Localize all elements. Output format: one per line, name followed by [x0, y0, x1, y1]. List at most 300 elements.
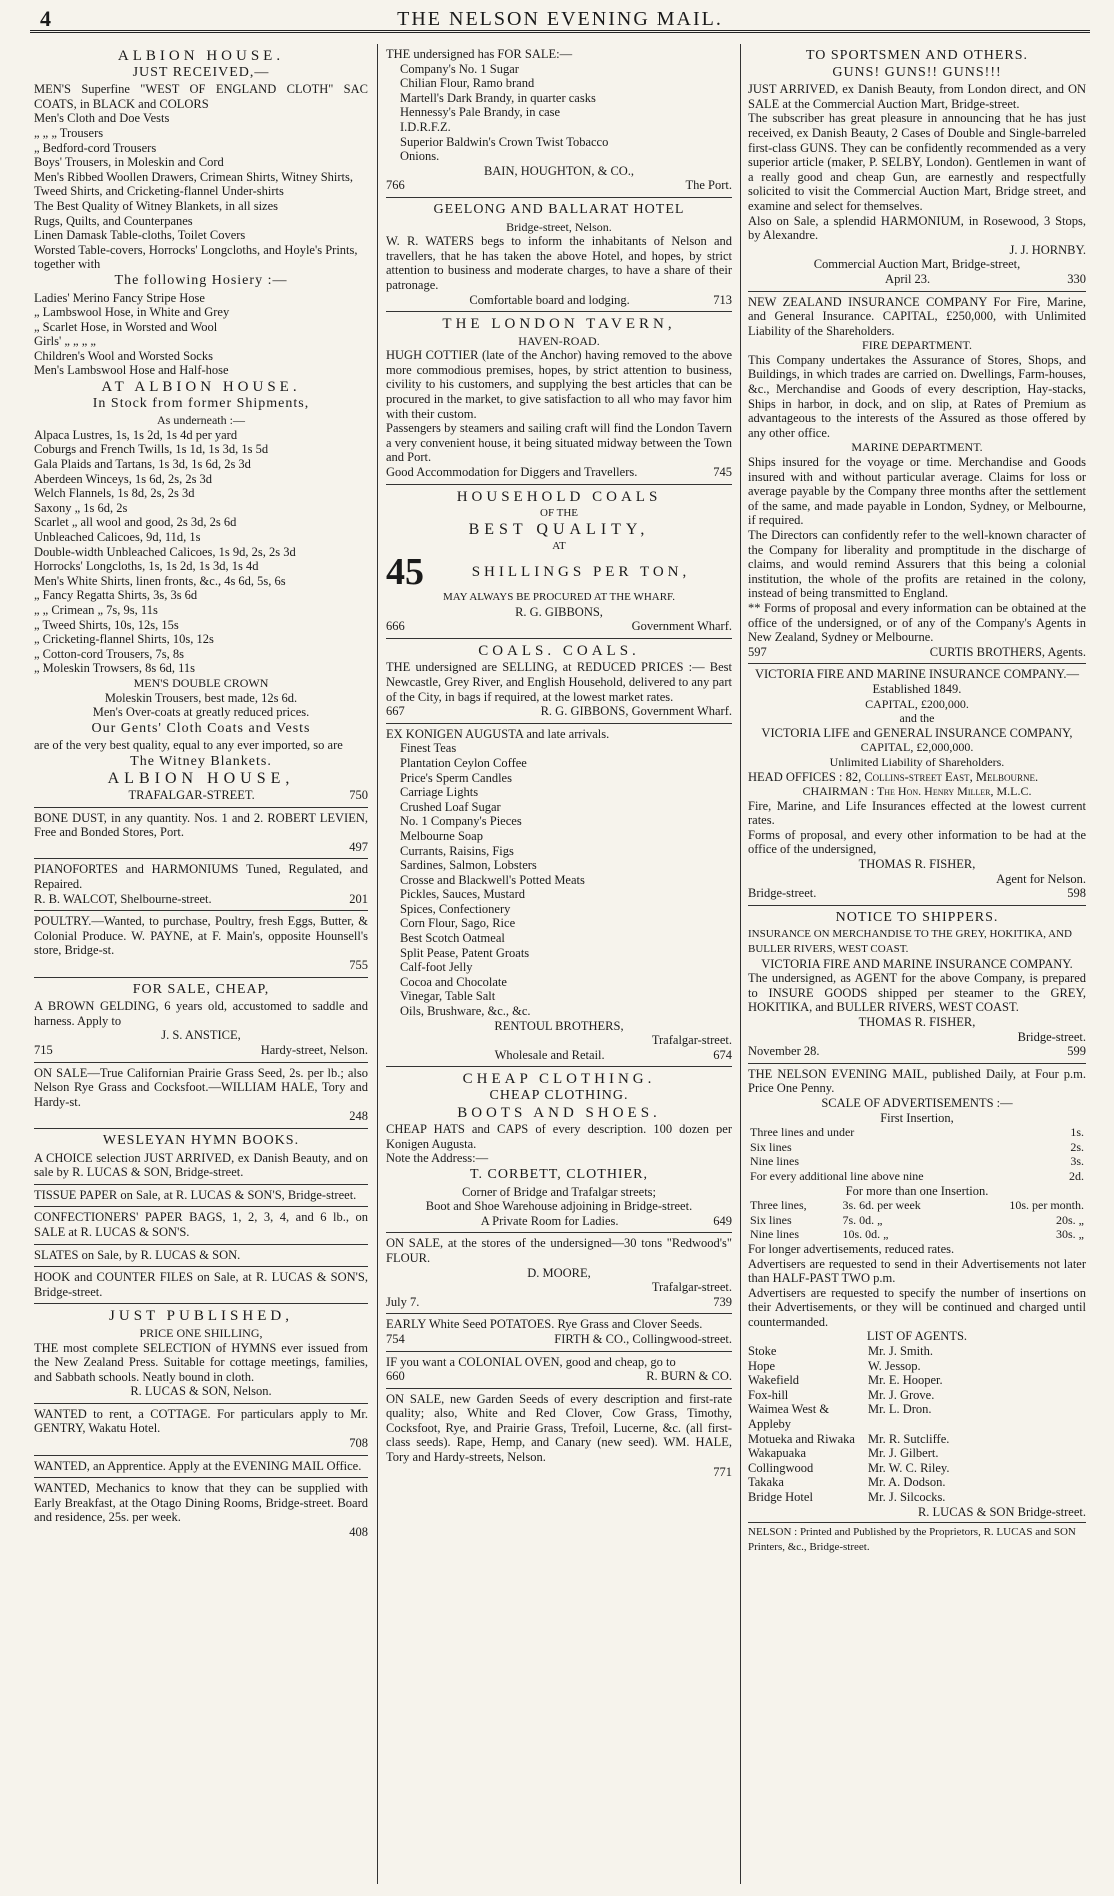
ad-number: 667: [386, 704, 405, 719]
ad-text: MAY ALWAYS BE PROCURED AT THE WHARF.: [442, 591, 676, 603]
household-coals-ad: [386, 485, 732, 639]
agent-name: Mr. J. Silcocks.: [868, 1490, 946, 1504]
ad-subheading: MEN'S DOUBLE CROWN: [133, 675, 269, 690]
ad-text: Also on Sale, a splendid HARMONIUM, in Rosewood, 3 Stops, by Alexandre.: [748, 213, 1086, 243]
column-1: [34, 44, 368, 1884]
list-item: Crushed Loaf Sugar: [400, 799, 501, 814]
ad-signature: T. CORBETT, CLOTHIER,: [470, 1166, 648, 1182]
list-item: Scarlet „ all wool and good, 2s 3d, 2s 6d: [34, 515, 237, 530]
agent-name: Mr. R. Sutcliffe.: [868, 1431, 950, 1446]
ad-subheading: AT: [552, 540, 566, 553]
ad-text: HOOK and COUNTER FILES on Sale, at R. LUCAS & SON'S, Bridge-street.: [34, 1270, 368, 1299]
ad-text: Boot and Shoe Warehouse adjoining in Bridge-street.: [425, 1199, 693, 1214]
ad-heading: CHEAP CLOTHING.: [462, 1071, 656, 1088]
ad-subheading: JUST RECEIVED,—: [132, 64, 270, 80]
ad-text: CHEAP HATS and CAPS of every description. 100 dozen per Konigen Augusta.: [386, 1122, 732, 1151]
list-item: „ Tweed Shirts, 10s, 12s, 15s: [34, 617, 179, 632]
ad-subheading: LIST OF AGENTS.: [866, 1329, 968, 1344]
table-row: [748, 1227, 1086, 1242]
ad-text: W. R. WATERS begs to inform the inhabitants of Nelson and travellers, that he has taken the above Hotel, and hopes, by strict attention to business and moderate charges, to have a share of their patronage.: [386, 234, 732, 292]
ad-address: Government Wharf.: [631, 619, 732, 634]
list-item: Horrocks' Longcloths, 1s, 1s 2d, 1s 3d, 1s 4d: [34, 559, 259, 574]
table-cell: 3s. 6d. per week: [842, 1198, 921, 1213]
list-item: Best Scotch Oatmeal: [400, 931, 505, 946]
table-cell: 7s. 0d. „: [842, 1212, 883, 1227]
rates-table: [748, 1198, 1086, 1242]
ad-address: The Port.: [685, 178, 732, 193]
list-item: Calf-foot Jelly: [400, 960, 473, 975]
table-row: [748, 1198, 1086, 1213]
ad-number: 248: [349, 1109, 368, 1124]
table-row: [748, 1213, 1086, 1228]
list-item: Linen Damask Table-cloths, Toilet Covers: [34, 228, 246, 243]
ad-number: 597: [748, 644, 767, 659]
ad-text: PIANOFORTES and HARMONIUMS Tuned, Regulated, and Repaired.: [34, 862, 368, 892]
ad-text: MEN'S Superfine "WEST OF ENGLAND CLOTH" SAC COATS, in BLACK and COLORS: [34, 82, 368, 111]
victoria-insurance-ad: [748, 664, 1086, 906]
agent-place: Wakapuaka: [748, 1446, 806, 1461]
ad-text: POULTRY.—Wanted, to purchase, Poultry, fresh Eggs, Butter, & Colonial Produce. W. PAYNE, at F. Main's, opposite Hounsell's store, Bridge-st.: [34, 914, 368, 958]
ad-signature: THOMAS R. FISHER,: [858, 857, 976, 872]
evening-mail-notice: [748, 1064, 1086, 1559]
list-item: Sardines, Salmon, Lobsters: [400, 858, 537, 873]
ad-number: 330: [1067, 271, 1086, 286]
ad-text: CAPITAL, £200,000.: [865, 696, 969, 711]
agent-place: Wakefield: [748, 1373, 800, 1388]
list-item: „ Scarlet Hose, in Worsted and Wool: [34, 319, 218, 334]
list-item: Corn Flour, Sago, Rice: [400, 916, 516, 931]
ad-signature: THOMAS R. FISHER,: [858, 1015, 976, 1029]
column-2: [386, 44, 732, 1884]
ad-signature: BAIN, HOUGHTON, & CO.,: [483, 163, 635, 178]
ad-text: TISSUE PAPER on Sale, at R. LUCAS & SON'S, Bridge-street.: [34, 1187, 357, 1202]
agent-place: Hope: [748, 1358, 776, 1373]
list-item: „ Bedford-cord Trousers: [34, 140, 157, 155]
table-row: [748, 1125, 1086, 1140]
list-item: Welch Flannels, 1s 8d, 2s, 2s 3d: [34, 486, 195, 501]
ad-text: Agent for Nelson.: [996, 871, 1086, 886]
column-3: [748, 44, 1086, 1884]
ad-text: ** Forms of proposal and every information can be obtained at the office of the undersigned, or of any of the Company's Agents in New Zealand, Sydney or Melbourne.: [748, 600, 1086, 645]
list-item: Men's White Shirts, linen fronts, &c., 4s 6d, 5s, 6s: [34, 573, 286, 588]
ad-text: THE undersigned are SELLING, at REDUCED PRICES :— Best Newcastle, Grey River, and English Household, delivered to any part of the City, in bags if required, at the lowest market rates.: [386, 660, 732, 704]
agent-place: Waimea West & Appleby: [748, 1402, 830, 1432]
list-item: Aberdeen Winceys, 1s 6d, 2s, 2s 3d: [34, 471, 213, 486]
ad-subheading: MARINE DEPARTMENT.: [851, 440, 983, 455]
ad-text: ON SALE, new Garden Seeds of every description and first-rate quality; also, White and Red Clover, Cow Grass, Timothy, Cocksfoot, Rye, and Prairie Grass, Trefoil, Lucerne, &c. (all first-class seeds). Rape, Hemp, and Canary (new seed). WM. HALE, Tory and Hardy-streets, Nelson.: [386, 1391, 732, 1465]
ad-text: CONFECTIONERS' PAPER BAGS, 1, 2, 3, 4, and 6 lb., on SALE at R. LUCAS & SON'S.: [34, 1210, 368, 1239]
ad-heading: BEST QUALITY,: [468, 520, 650, 538]
table-cell: Six lines: [750, 1139, 792, 1154]
list-item: Worsted Table-covers, Horrocks' Longcloths, and Hoyle's Prints, together with: [34, 242, 358, 272]
ad-address: TRAFALGAR-STREET.: [128, 788, 255, 803]
ad-item-list: [34, 428, 368, 676]
pianoforte-ad: [34, 859, 368, 911]
ad-subheading: SCALE OF ADVERTISEMENTS :—: [821, 1095, 1013, 1110]
ad-text: For longer advertisements, reduced rates.: [748, 1241, 955, 1256]
ad-heading: ALBION HOUSE.: [117, 48, 285, 64]
ad-signature: FIRTH & CO., Collingwood-street.: [554, 1331, 732, 1346]
ad-text: A Private Room for Ladies.: [480, 1213, 619, 1228]
ad-text: CAPITAL, £2,000,000.: [860, 740, 974, 755]
london-tavern-ad: [386, 312, 732, 485]
list-item: Men's Over-coats at greatly reduced prices.: [92, 705, 310, 720]
agent-row: [748, 1432, 1086, 1447]
ad-number: 660: [386, 1369, 405, 1384]
slates-ad: [34, 1245, 368, 1268]
notice-to-shippers-ad: [748, 906, 1086, 1064]
agent-place: Fox-hill: [748, 1387, 789, 1402]
list-item: Chilian Flour, Ramo brand: [400, 76, 535, 91]
ad-item-list: [34, 111, 368, 272]
ad-number: 715: [34, 1043, 53, 1057]
ad-text: and the: [899, 711, 935, 726]
bain-houghton-ad: [386, 44, 732, 198]
list-item: Men's Ribbed Woollen Drawers, Crimean Shirts, Witney Shirts, Tweed Shirts, and Cricketing-flannel Under-shirts: [34, 169, 354, 199]
ad-text: THE NELSON EVENING MAIL, published Daily, at Four p.m. Price One Penny.: [748, 1066, 1086, 1096]
sportsmen-guns-ad: [748, 44, 1086, 292]
ad-number: 754: [386, 1331, 405, 1346]
ad-number: 771: [713, 1464, 732, 1479]
list-item: I.D.R.F.Z.: [400, 119, 451, 134]
ad-text: Ships insured for the voyage or time. Merchandise and Goods insured with and without particular average. Claims for loss or average payable by the Company three months after the settlement of the same, and made payable in London, Sydney, or Melbourne, if required.: [748, 455, 1086, 528]
ad-item-list: [34, 691, 368, 720]
ad-text: The subscriber has great pleasure in announcing that he has just received, ex Danish Beauty, 2 Cases of Double and Single-barreled first-class GUNS. They can be confidently recommended as a very superior article (maker, P. SELBY, London). Gentlemen in want of a really good and cheap Gun, are earnestly and respectfully solicited to visit the Commercial Auction Mart, Bridge street, and examine and select for themselves.: [748, 111, 1086, 213]
ad-text: Wholesale and Retail.: [494, 1047, 605, 1062]
list-item: Martell's Dark Brandy, in quarter casks: [400, 90, 596, 105]
ad-number: 598: [1067, 886, 1086, 901]
ad-heading: VICTORIA FIRE AND MARINE INSURANCE COMPANY.—Established 1849.: [754, 667, 1080, 696]
agent-name: Mr. J. Smith.: [868, 1344, 933, 1359]
list-item: Hennessy's Pale Brandy, in case: [400, 105, 561, 120]
ad-text: The undersigned, as AGENT for the above Company, is prepared to INSURE GOODS shipped per steamer to the GREY, HOKITIKA, and BULLER RIVERS, WEST COAST.: [748, 971, 1086, 1015]
agent-name: W. Jessop.: [868, 1358, 921, 1373]
ad-heading: CHEAP CLOTHING.: [489, 1088, 629, 1103]
agent-row: [748, 1490, 1086, 1505]
hymn-books-ad: [34, 1129, 368, 1185]
table-cell: 1s.: [1070, 1125, 1084, 1140]
ad-text: are of the very best quality, equal to any ever imported, so are: [34, 738, 343, 753]
table-cell: Three lines,: [750, 1198, 807, 1213]
cheap-clothing-ad: [386, 1067, 732, 1233]
colonial-oven-ad: [386, 1352, 732, 1389]
list-item: Rugs, Quilts, and Counterpanes: [34, 213, 193, 228]
table-cell: 10s. 0d. „: [842, 1227, 889, 1242]
ad-subheading: Bridge-street, Nelson.: [506, 219, 612, 234]
agent-row: [748, 1373, 1086, 1388]
for-sale-gelding-ad: [34, 978, 368, 1063]
ad-subheading: INSURANCE ON MERCHANDISE TO THE GREY, HOKITIKA, AND BULLER RIVERS, WEST COAST.: [748, 928, 1073, 956]
ad-address: Trafalgar-street.: [651, 1033, 732, 1048]
mechanics-wanted-ad: [34, 1478, 368, 1543]
list-item: Men's Lambswool Hose and Half-hose: [34, 363, 229, 378]
list-item: No. 1 Company's Pieces: [400, 814, 522, 829]
agent-row: [748, 1402, 1086, 1431]
nz-insurance-ad: [748, 292, 1086, 665]
ad-number: 755: [349, 958, 368, 973]
ad-number: 201: [349, 891, 368, 906]
ad-text: IF you want a COLONIAL OVEN, good and cheap, go to: [386, 1354, 676, 1369]
agent-row: [748, 1359, 1086, 1374]
ad-number: 497: [349, 839, 368, 854]
list-item: „ „ „ Trousers: [34, 125, 104, 140]
ad-subheading: The following Hosiery :—: [114, 272, 288, 288]
files-ad: [34, 1267, 368, 1304]
table-cell: 10s. per month.: [1009, 1198, 1084, 1213]
rates-table: [748, 1125, 1086, 1183]
list-item: Onions.: [400, 149, 440, 164]
ad-text: This Company undertakes the Assurance of Stores, Shops, and Buildings, in which trades are carried on. Dwellings, Farm-houses, &c., Merchandise and Goods of every description, Hay-stacks, Ships in harbor, in dock, and on slip, at Rates of Premium as advantageous to the interests of the Assured as those offered by any other office.: [748, 352, 1086, 440]
list-item: Coburgs and French Twills, 1s 1d, 1s 3d, 1s 5d: [34, 442, 269, 457]
list-item: Cocoa and Chocolate: [400, 974, 507, 989]
ad-text: NEW ZEALAND INSURANCE COMPANY For Fire, Marine, and General Insurance. CAPITAL, £250,000, with Unlimited Liability of the Shareholders.: [748, 294, 1086, 338]
ad-subheading: AT ALBION HOUSE.: [101, 379, 301, 396]
ad-price: 45: [386, 551, 424, 593]
table-cell: 2s.: [1070, 1139, 1084, 1154]
konigen-augusta-ad: [386, 724, 732, 1068]
list-item: „ Moleskin Trowsers, 8s 6d, 11s: [34, 661, 196, 676]
list-item: Pickles, Sauces, Mustard: [400, 887, 525, 902]
ad-subheading: FIRE DEPARTMENT.: [862, 338, 972, 353]
agent-name: Mr. L. Dron.: [868, 1402, 932, 1417]
ad-heading: NOTICE TO SHIPPERS.: [835, 909, 999, 925]
list-item: Spices, Confectionery: [400, 901, 511, 916]
ad-date: April 23.: [885, 271, 931, 286]
list-item: Superior Baldwin's Crown Twist Tobacco: [400, 134, 609, 149]
table-row: [748, 1140, 1086, 1155]
ad-subheading: The Witney Blankets.: [130, 753, 272, 769]
list-item: The Best Quality of Witney Blankets, in all sizes: [34, 198, 279, 213]
ad-text: Fire, Marine, and Life Insurances effected at the lowest current rates.: [748, 798, 1086, 828]
table-cell: 2d.: [1069, 1168, 1084, 1183]
table-cell: 30s. „: [1056, 1227, 1084, 1242]
ad-text: WANTED, Mechanics to know that they can be supplied with Early Breakfast, at the Otago Dining Rooms, Bridge-street. Board and residence, 25s. per week.: [34, 1481, 368, 1525]
grass-seed-ad: [34, 1063, 368, 1129]
ad-number: 708: [349, 1436, 368, 1451]
list-item: Melbourne Soap: [400, 828, 483, 843]
garden-seeds-ad: [386, 1389, 732, 1484]
column-rule: [377, 44, 378, 1884]
ad-text: The Directors can confidently refer to the well-known character of the Company for liberality and promptitude in the discharge of claims, and would remind Assurers that this being a colonial institution, the whole of the profits are retained in the colony, instead of being transmitted to England.: [748, 528, 1086, 601]
agent-name: Mr. J. Grove.: [868, 1387, 935, 1402]
ad-heading: JUST PUBLISHED,: [109, 1308, 293, 1325]
ad-number: 713: [713, 292, 732, 307]
just-published-ad: [34, 1304, 368, 1404]
ad-number: 649: [713, 1213, 732, 1228]
ad-heading: HOUSEHOLD COALS: [456, 488, 662, 505]
ad-text: HEAD OFFICES : 82, Collins-street East, Melbourne.: [748, 769, 1039, 784]
ad-heading: GUNS! GUNS!! GUNS!!!: [832, 64, 1002, 80]
ad-signature: D. MOORE,: [527, 1265, 591, 1280]
ad-text: Passengers by steamers and sailing craft will find the London Tavern a very convenient house, it being situated midway between the Town and Port.: [386, 421, 732, 465]
albion-house-ad: [34, 44, 368, 808]
list-item: Crosse and Blackwell's Potted Meats: [400, 872, 585, 887]
ad-address: Trafalgar-street.: [651, 1280, 732, 1295]
list-item: Moleskin Trousers, best made, 12s 6d.: [104, 690, 298, 705]
agent-row: [748, 1388, 1086, 1403]
agent-place: Takaka: [748, 1475, 784, 1490]
agent-row: [748, 1475, 1086, 1490]
ad-signature: R. BURN & CO.: [646, 1369, 732, 1384]
list-item: Unbleached Calicoes, 9d, 11d, 1s: [34, 530, 201, 544]
ad-number: 739: [713, 1294, 732, 1309]
ad-text: Unlimited Liability of Shareholders.: [829, 754, 1005, 769]
ad-number: 674: [713, 1047, 732, 1062]
list-item: Alpaca Lustres, 1s, 1s 2d, 1s 4d per yard: [34, 427, 238, 442]
ad-heading: FOR SALE, CHEAP,: [132, 981, 270, 997]
bone-dust-ad: [34, 808, 368, 860]
ad-signature: RENTOUL BROTHERS,: [494, 1018, 624, 1033]
newspaper-title: THE NELSON EVENING MAIL.: [397, 8, 723, 30]
ad-text: Forms of proposal, and every other information to be had at the office of the undersigned,: [748, 827, 1086, 857]
ad-subheading: First Insertion,: [880, 1110, 954, 1125]
list-item: Split Pease, Patent Groats: [400, 945, 530, 960]
ad-text: THE undersigned has FOR SALE:—: [386, 47, 573, 61]
table-cell: Six lines: [750, 1212, 792, 1227]
ad-subheading: HAVEN-ROAD.: [518, 333, 600, 348]
ad-text: EX KONIGEN AUGUSTA and late arrivals.: [386, 726, 610, 741]
ad-text: THE most complete SELECTION of HYMNS ever issued from the New Zealand Press. Suitable for cottage meetings, families, and Sabbath schools. Neatly bound in cloth.: [34, 1340, 368, 1384]
ad-address: Corner of Bridge and Trafalgar streets;: [461, 1184, 657, 1199]
ad-signature: R. LUCAS & SON, Nelson.: [130, 1384, 272, 1399]
geelong-hotel-ad: [386, 198, 732, 312]
list-item: Double-width Unbleached Calicoes, 1s 9d, 2s, 2s 3d: [34, 544, 296, 559]
ad-text: WANTED to rent, a COTTAGE. For particulars apply to Mr. GENTRY, Wakatu Hotel.: [34, 1406, 368, 1436]
tissue-paper-ad: [34, 1185, 368, 1208]
ad-subheading: OF THE: [540, 507, 578, 520]
ad-number: 750: [349, 788, 368, 803]
list-item: Children's Wool and Worsted Socks: [34, 348, 213, 363]
list-item: Vinegar, Table Salt: [400, 989, 496, 1004]
table-cell: Three lines and under: [750, 1125, 855, 1140]
table-row: [748, 1169, 1086, 1184]
list-item: „ Cotton-cord Trousers, 7s, 8s: [34, 646, 185, 661]
list-item: Price's Sperm Candles: [400, 770, 512, 785]
list-item: „ Lambswool Hose, in White and Grey: [34, 305, 230, 320]
ad-text: ON SALE, at the stores of the undersigned—30 tons "Redwood's" FLOUR.: [386, 1236, 732, 1265]
ad-date: November 28.: [748, 1044, 820, 1059]
ad-item-list: [386, 62, 732, 164]
ad-address: Commercial Auction Mart, Bridge-street,: [813, 257, 1021, 272]
list-item: Boys' Trousers, in Moleskin and Cord: [34, 155, 224, 170]
ad-text: HUGH COTTIER (late of the Anchor) having removed to the above more commodious premises, hopes, by strict attention to business, civility to his customers, and supplying the best articles that can be procured in the market, to give satisfaction to all who may favor him with their custom.: [386, 348, 732, 421]
agent-row: [748, 1344, 1086, 1359]
agent-place: Bridge Hotel: [748, 1490, 813, 1504]
page-number: 4: [40, 6, 51, 31]
ad-subheading: PRICE ONE SHILLING,: [139, 1325, 263, 1340]
ad-item-list: [386, 741, 732, 1018]
ad-number: 745: [713, 465, 732, 480]
list-item: Carriage Lights: [400, 785, 479, 800]
agent-row: [748, 1461, 1086, 1476]
table-cell: Nine lines: [750, 1227, 799, 1242]
agent-place: Motueka and Riwaka: [748, 1431, 855, 1446]
ad-subheading: As underneath :—: [157, 413, 245, 428]
seed-potatoes-ad: [386, 1314, 732, 1351]
flour-ad: [386, 1233, 732, 1314]
agent-place: Stoke: [748, 1344, 777, 1359]
ad-text: Advertisers are requested to send in their Advertisements not later than HALF-PAST TWO p.m.: [748, 1256, 1086, 1286]
ad-signature: J. S. ANSTICE,: [161, 1028, 241, 1043]
ad-address: Bridge-street.: [1017, 1029, 1086, 1044]
list-item: „ Fancy Regatta Shirts, 3s, 3s 6d: [34, 588, 198, 603]
agents-list: [748, 1344, 1086, 1505]
ad-text: EARLY White Seed POTATOES. Rye Grass and Clover Seeds.: [386, 1317, 703, 1332]
agent-name: Mr. W. C. Riley.: [868, 1460, 950, 1475]
table-cell: 3s.: [1070, 1154, 1084, 1169]
ad-heading: BOOTS AND SHOES.: [457, 1104, 661, 1121]
ad-text: BONE DUST, in any quantity. Nos. 1 and 2. ROBERT LEVIEN, Free and Bonded Stores, Port.: [34, 810, 368, 840]
ad-heading: TO SPORTSMEN AND OTHERS.: [805, 48, 1029, 63]
ad-heading: GEELONG AND BALLARAT HOTEL: [433, 201, 685, 217]
ad-number: 666: [386, 619, 405, 634]
list-item: Finest Teas: [400, 741, 457, 756]
ad-item-list: [34, 291, 368, 379]
list-item: „ Cricketing-flannel Shirts, 10s, 12s: [34, 632, 214, 647]
ad-address: Hardy-street, Nelson.: [260, 1043, 368, 1057]
list-item: Ladies' Merino Fancy Stripe Hose: [34, 290, 205, 305]
list-item: Oils, Brushware, &c., &c.: [400, 1004, 531, 1019]
list-item: Plantation Ceylon Coffee: [400, 755, 527, 770]
ad-signature: R. G. GIBBONS, Government Wharf.: [540, 704, 732, 719]
ad-text: A BROWN GELDING, 6 years old, accustomed to saddle and harness. Apply to: [34, 999, 368, 1028]
ad-number: 766: [386, 178, 405, 193]
ad-heading: COALS. COALS.: [478, 642, 640, 659]
masthead: [30, 6, 1090, 33]
ad-subheading: In Stock from former Shipments,: [92, 395, 310, 411]
ad-heading: VICTORIA LIFE and GENERAL INSURANCE COMPANY,: [761, 725, 1073, 740]
ad-signature: R. B. WALCOT, Shelbourne-street.: [34, 891, 212, 906]
ad-text: A CHOICE selection JUST ARRIVED, ex Danish Beauty, and on sale by R. LUCAS & SON, Bridge-street.: [34, 1150, 368, 1180]
imprint: NELSON : Printed and Published by the Proprietors, R. LUCAS and SON Printers, &c., Bridge-street.: [748, 1522, 1086, 1554]
ad-heading: THE LONDON TAVERN,: [442, 316, 676, 333]
ad-text: Advertisers are requested to specify the number of insertions on their Advertisements, or they will be continued and charged until countermanded.: [748, 1285, 1086, 1329]
ad-address: Bridge-street.: [748, 886, 817, 901]
ad-subheading: For more than one Insertion.: [845, 1183, 989, 1198]
agent-name: Mr. E. Hooper.: [868, 1373, 943, 1388]
ad-text: WANTED, an Apprentice. Apply at the EVENING MAIL Office.: [34, 1458, 362, 1473]
poultry-ad: [34, 911, 368, 977]
ad-number: 408: [349, 1525, 368, 1540]
agent-name: Mr. A. Dodson.: [868, 1475, 946, 1490]
ad-text: ON SALE—True Californian Prairie Grass Seed, 2s. per lb.; also Nelson Rye Grass and Cocksfoot.—WILLIAM HALE, Tory and Hardy-st.: [34, 1065, 368, 1109]
ad-signature: R. G. GIBBONS,: [515, 604, 603, 619]
ad-heading: WESLEYAN HYMN BOOKS.: [102, 1132, 300, 1148]
agent-name: Mr. J. Gilbert.: [868, 1446, 939, 1461]
list-item: Gala Plaids and Tartans, 1s 3d, 1s 6d, 2s 3d: [34, 457, 251, 472]
ad-text: Comfortable board and lodging.: [469, 292, 630, 307]
list-item: Saxony „ 1s 6d, 2s: [34, 500, 128, 515]
ad-signature: R. LUCAS & SON Bridge-street.: [917, 1504, 1086, 1519]
ad-number: 599: [1067, 1044, 1086, 1059]
list-item: „ „ Crimean „ 7s, 9s, 11s: [34, 602, 158, 617]
coals-ad: [386, 639, 732, 724]
table-cell: 20s. „: [1056, 1212, 1084, 1227]
agent-row: [748, 1446, 1086, 1461]
ad-text: SLATES on Sale, by R. LUCAS & SON.: [34, 1247, 241, 1262]
cottage-wanted-ad: [34, 1404, 368, 1456]
column-rule: [740, 44, 741, 1884]
list-item: Currants, Raisins, Figs: [400, 843, 514, 858]
list-item: Men's Cloth and Doe Vests: [34, 111, 170, 126]
ad-subheading: Our Gents' Cloth Coats and Vests: [91, 720, 311, 736]
ad-text: JUST ARRIVED, ex Danish Beauty, from London direct, and ON SALE at the Commercial Auction Mart, Bridge-street.: [748, 82, 1086, 111]
ad-heading: ALBION HOUSE,: [107, 769, 295, 787]
ad-text: CHAIRMAN : The Hon. Henry Miller, M.L.C.: [802, 784, 1032, 799]
ad-heading: VICTORIA FIRE AND MARINE INSURANCE COMPANY.: [761, 956, 1073, 971]
paper-bags-ad: [34, 1207, 368, 1244]
list-item: Company's No. 1 Sugar: [400, 61, 519, 76]
